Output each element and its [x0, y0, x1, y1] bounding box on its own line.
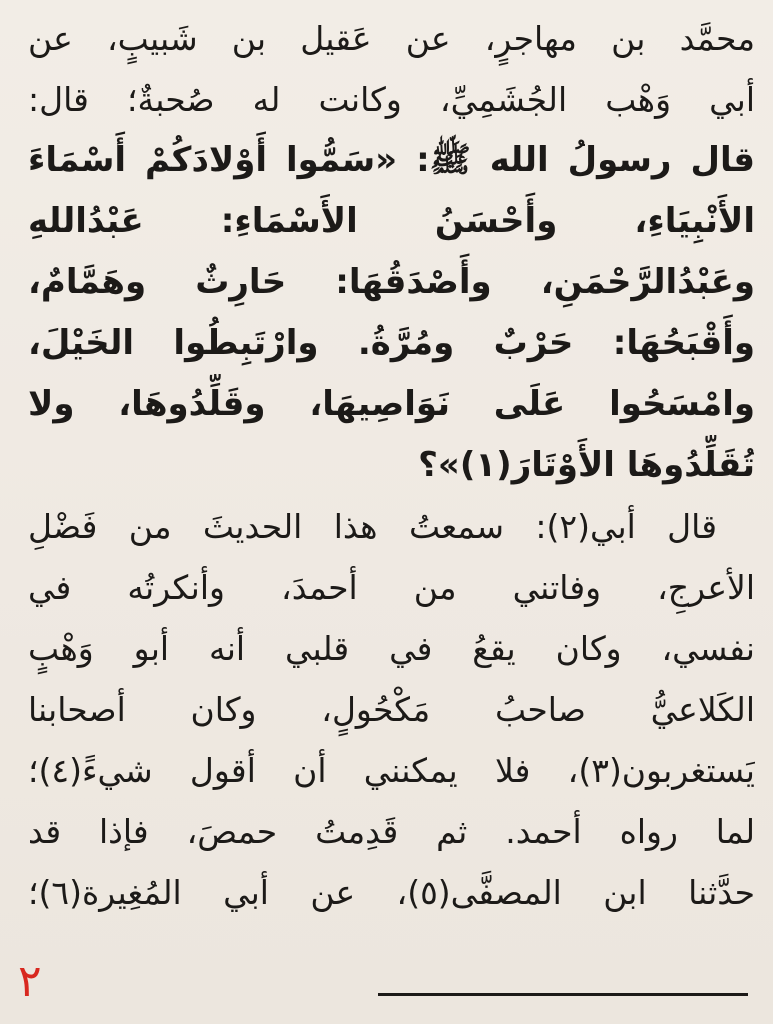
- text-line: نفسي، وكان يقعُ في قلبي أنه أبو وَهْبٍ: [28, 629, 755, 668]
- page-number: ٢: [18, 956, 42, 1007]
- hadith-quote-line: الأَنْبِيَاءِ، وأَحْسَنُ الأَسْمَاءِ: عَبْدُاللهِ: [28, 201, 755, 241]
- footnote-divider: [378, 993, 748, 996]
- text-line: محمَّد بن مهاجرٍ، عن عَقيل بن شَبيبٍ، عن: [28, 19, 755, 58]
- text-line: الأعرجِ، وفاتني من أحمدَ، وأنكرتُه في: [28, 568, 755, 607]
- hadith-quote-line: قال رسولُ الله ﷺ: «سَمُّوا أَوْلادَكُمْ أَسْمَاءَ: [28, 140, 755, 180]
- text-line: أبي وَهْب الجُشَمِيِّ، وكانت له صُحبةٌ؛ قال:: [28, 80, 755, 119]
- hadith-text-block: [28, 8, 755, 923]
- text-line: يَستغربون(٣)، فلا يمكنني أن أقول شيءً(٤)؛: [28, 751, 755, 790]
- text-line: الكَلاعيُّ صاحبُ مَكْحُولٍ، وكان أصحابنا: [28, 690, 755, 729]
- hadith-quote-line: وامْسَحُوا عَلَى نَوَاصِيهَا، وقَلِّدُوهَا، ولا: [28, 384, 755, 424]
- text-line: لما رواه أحمد. ثم قَدِمتُ حمصَ، فإذا قد: [28, 812, 755, 851]
- text-line: حدَّثنا ابن المصفَّى(٥)، عن أبي المُغِيرة(٦)؛: [28, 873, 755, 912]
- text-line: قال أبي(٢): سمعتُ هذا الحديثَ من فَضْلِ: [28, 507, 717, 546]
- hadith-quote-line: وعَبْدُالرَّحْمَنِ، وأَصْدَقُهَا: حَارِثٌ وهَمَّامٌ،: [28, 262, 755, 302]
- hadith-quote-line: تُقَلِّدُوهَا الأَوْتَارَ(١)»؟: [418, 445, 755, 485]
- hadith-quote-line: وأَقْبَحُهَا: حَرْبٌ ومُرَّةُ. وارْتَبِطُوا الخَيْلَ،: [28, 323, 755, 363]
